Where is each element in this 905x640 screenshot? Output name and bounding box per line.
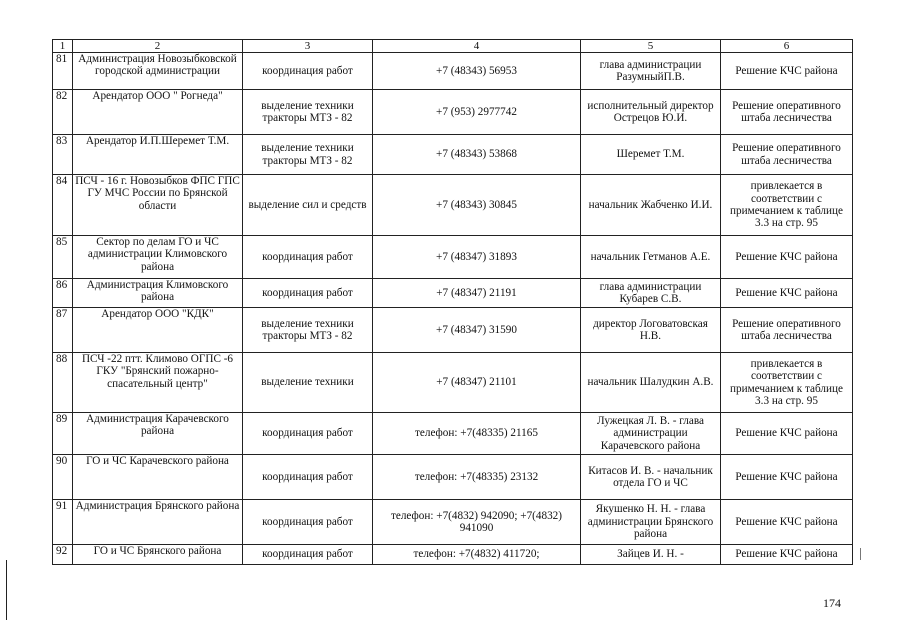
phone-cell: +7 (48347) 31893 [373,236,581,279]
resources-table [52,39,853,565]
page-number: 174 [823,596,841,610]
table-row [53,279,853,308]
phone-cell: телефон: +7(4832) 411720; [373,545,581,565]
organization-name: Администрация Карачевского района [73,413,243,455]
task-cell: координация работ [243,236,373,279]
organization-name: ПСЧ - 16 г. Новозыбков ФПС ГПС ГУ МЧС России по Брянской области [73,175,243,236]
basis-cell: Решение КЧС района [721,53,853,90]
row-number: 87 [53,308,73,353]
task-cell: выделение техники тракторы МТЗ - 82 [243,135,373,175]
basis-cell: Решение КЧС района [721,279,853,308]
table-row [53,90,853,135]
basis-cell: Решение оперативного штаба лесничества [721,308,853,353]
task-cell: выделение техники тракторы МТЗ - 82 [243,90,373,135]
row-number: 92 [53,545,73,565]
organization-name: ПСЧ -22 птт. Климово ОГПС -6 ГКУ "Брянский пожарно-спасательный центр" [73,353,243,413]
basis-cell: Решение оперативного штаба лесничества [721,135,853,175]
organization-name: Арендатор И.П.Шеремет Т.М. [73,135,243,175]
table-row [53,413,853,455]
row-number: 86 [53,279,73,308]
contact-cell: начальник Жабченко И.И. [581,175,721,236]
contact-cell: Китасов И. В. - начальник отдела ГО и ЧС [581,455,721,500]
phone-cell: +7 (48347) 31590 [373,308,581,353]
contact-cell: Шеремет Т.М. [581,135,721,175]
row-number: 82 [53,90,73,135]
row-number: 91 [53,500,73,545]
row-number: 83 [53,135,73,175]
table-row [53,308,853,353]
header-cell: 6 [721,40,853,53]
task-cell: координация работ [243,413,373,455]
table-row [53,175,853,236]
phone-cell: +7 (953) 2977742 [373,90,581,135]
basis-cell: Решение КЧС района [721,413,853,455]
phone-cell: +7 (48347) 21191 [373,279,581,308]
contact-cell: исполнительный директор Острецов Ю.И. [581,90,721,135]
contact-cell: глава администрации РазумныйП.В. [581,53,721,90]
task-cell: выделение техники тракторы МТЗ - 82 [243,308,373,353]
contact-cell: начальник Шалудкин А.В. [581,353,721,413]
contact-cell: глава администрации Кубарев С.В. [581,279,721,308]
basis-cell: Решение КЧС района [721,455,853,500]
row-number: 85 [53,236,73,279]
task-cell: координация работ [243,53,373,90]
row-number: 84 [53,175,73,236]
row-number: 81 [53,53,73,90]
organization-name: ГО и ЧС Карачевского района [73,455,243,500]
basis-cell: привлекается в соответствии с примечанием к таблице 3.3 на стр. 95 [721,175,853,236]
header-cell: 5 [581,40,721,53]
phone-cell: +7 (48343) 30845 [373,175,581,236]
table-row [53,353,853,413]
phone-cell: +7 (48347) 21101 [373,353,581,413]
organization-name: Администрация Новозыбковской городской администрации [73,53,243,90]
organization-name: Администрация Брянского района [73,500,243,545]
task-cell: координация работ [243,545,373,565]
row-number: 89 [53,413,73,455]
table-row [53,545,853,565]
table-row [53,135,853,175]
task-cell: координация работ [243,500,373,545]
contact-cell: директор Логоватовская Н.В. [581,308,721,353]
scan-edge-line [6,560,7,620]
basis-cell: Решение КЧС района [721,545,853,565]
organization-name: Арендатор ООО " Рогнеда" [73,90,243,135]
contact-cell: Зайцев И. Н. - [581,545,721,565]
task-cell: координация работ [243,455,373,500]
contact-cell: Лужецкая Л. В. - глава администрации Карачевского района [581,413,721,455]
organization-name: Сектор по делам ГО и ЧС администрации Климовского района [73,236,243,279]
basis-cell: Решение оперативного штаба лесничества [721,90,853,135]
row-number: 90 [53,455,73,500]
basis-cell: привлекается в соответствии с примечанием к таблице 3.3 на стр. 95 [721,353,853,413]
table-header-row [53,40,853,53]
phone-cell: телефон: +7(48335) 23132 [373,455,581,500]
task-cell: координация работ [243,279,373,308]
header-cell: 4 [373,40,581,53]
header-cell: 2 [73,40,243,53]
basis-cell: Решение КЧС района [721,500,853,545]
header-cell: 3 [243,40,373,53]
organization-name: Администрация Климовского района [73,279,243,308]
row-number: 88 [53,353,73,413]
phone-cell: телефон: +7(48335) 21165 [373,413,581,455]
task-cell: выделение сил и средств [243,175,373,236]
table-row [53,53,853,90]
header-cell: 1 [53,40,73,53]
table-row [53,455,853,500]
table-row [53,236,853,279]
organization-name: ГО и ЧС Брянского района [73,545,243,565]
phone-cell: телефон: +7(4832) 942090; +7(4832) 941090 [373,500,581,545]
phone-cell: +7 (48343) 53868 [373,135,581,175]
phone-cell: +7 (48343) 56953 [373,53,581,90]
contact-cell: начальник Гетманов А.Е. [581,236,721,279]
contact-cell: Якушенко Н. Н. - глава администрации Брянского района [581,500,721,545]
task-cell: выделение техники [243,353,373,413]
table-row [53,500,853,545]
scan-edge-mark [860,548,861,560]
organization-name: Арендатор ООО "КДК" [73,308,243,353]
basis-cell: Решение КЧС района [721,236,853,279]
